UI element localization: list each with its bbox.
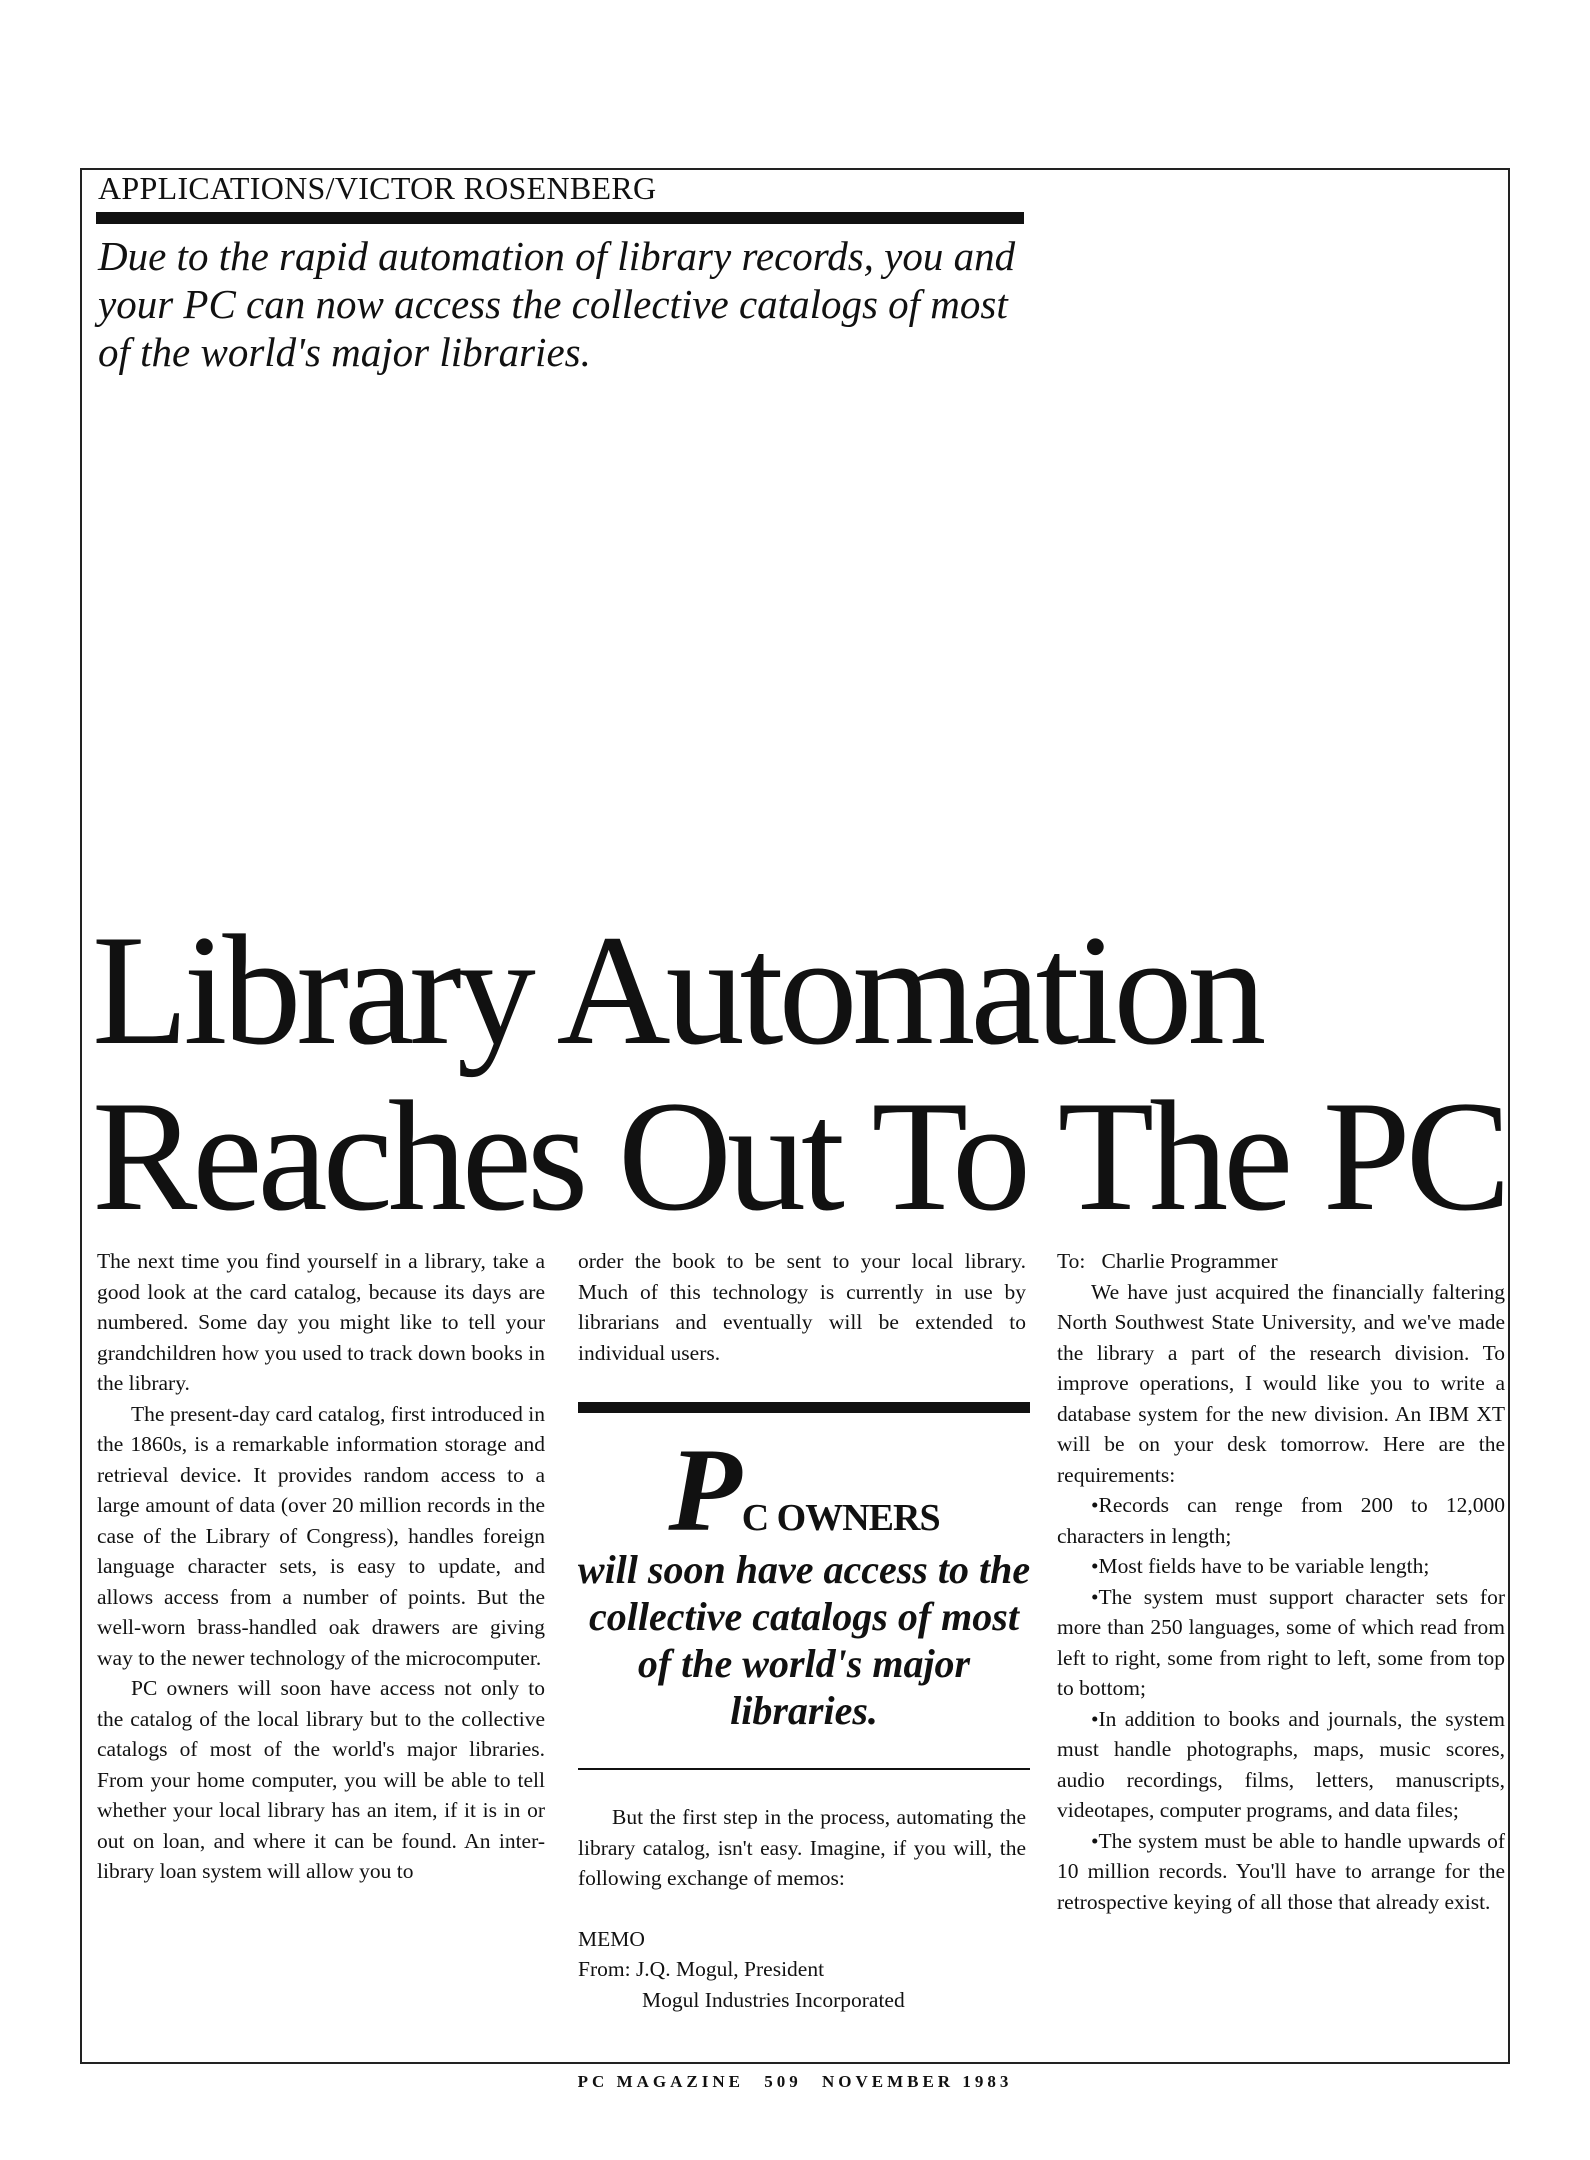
pull-quote-top-rule <box>578 1402 1030 1413</box>
paragraph: The present-day card catalog, first introduced in the 1860s, is a remarkable information storage and retrieval device. It provides random access to a large amount of data (over 20 million records in the case of the Library of Congress), handles foreign language character sets, is easy to update, and allows access from a number of points. But the well-worn brass-handled oak drawers are giving way to the newer technology of the microcomputer. <box>97 1401 545 1670</box>
footer-magazine: PC MAGAZINE <box>577 2072 744 2091</box>
memo-header <box>578 1924 1026 2016</box>
footer-date: NOVEMBER 1983 <box>821 2072 1013 2091</box>
column-1 <box>97 1246 545 1887</box>
article-headline <box>92 903 1512 1244</box>
column-2-bottom <box>578 1802 1026 2015</box>
pull-quote <box>570 1423 1038 1734</box>
list-item: •Most fields have to be variable length; <box>1091 1554 1430 1578</box>
column-2-top <box>578 1246 1026 1368</box>
paragraph: But the first step in the process, automating the library catalog, isn't easy. Imagine, if you will, the following exchange of memos: <box>578 1805 1026 1890</box>
pull-quote-text: will soon have access to the collective catalogs of most of the world's major libraries. <box>577 1547 1031 1733</box>
footer-page-number: 509 <box>764 2072 802 2091</box>
headline-line-1: Library Automation <box>92 903 1262 1078</box>
paragraph: order the book to be sent to your local library. Much of this technology is currently in use by librarians and eventually will be extended to individual users. <box>578 1249 1026 1365</box>
paragraph: PC owners will soon have access not only to the catalog of the local library but to the collective catalogs of most of the world's major libraries. From your home computer, you will be able to tell whether your local library has an item, if it is in or out on loan, and where it can be found. An inter-library loan system will allow you to <box>97 1676 545 1883</box>
list-item: •In addition to books and journals, the system must handle photographs, maps, music scores, audio recordings, films, letters, manuscripts, videotapes, computer programs, and data files; <box>1057 1706 1505 1822</box>
headline-line-2: Reaches Out To The PC <box>92 1069 1507 1244</box>
column-3 <box>1057 1246 1505 1917</box>
section-kicker: APPLICATIONS/VICTOR ROSENBERG <box>98 170 657 206</box>
pull-quote-bottom-rule <box>578 1768 1030 1770</box>
paragraph: The next time you find yourself in a library, take a good look at the card catalog, because its days are numbered. Some day you might like to tell your grandchildren how you used to track down books in the library. <box>97 1249 545 1395</box>
memo-to: To: Charlie Programmer <box>1057 1249 1278 1273</box>
kicker-rule <box>96 212 1024 224</box>
list-item: •Records can renge from 200 to 12,000 characters in length; <box>1057 1493 1505 1548</box>
paragraph: We have just acquired the financially faltering North Southwest State University, and we've made the library a part of the research division. To improve operations, I would like you to write a database system for the new division. An IBM XT will be on your desk tomorrow. Here are the requirements: <box>1057 1279 1505 1487</box>
list-item: •The system must be able to handle upwards of 10 million records. You'll have to arrange for the retrospective keying of all those that already exist. <box>1057 1828 1505 1914</box>
memo-label: MEMO <box>578 1926 645 1951</box>
page-footer <box>0 2072 1590 2092</box>
article-deck: Due to the rapid automation of library records, you and your PC can now access the collective catalogs of most of the world's major libraries. <box>98 233 1016 375</box>
list-item: •The system must support character sets for more than 250 languages, some of which read from left to right, some from right to left, some from top to bottom; <box>1057 1584 1505 1700</box>
memo-company: Mogul Industries Incorporated <box>642 1987 905 2012</box>
pull-quote-initial: P <box>668 1423 742 1556</box>
pull-quote-owners: C OWNERS <box>741 1497 940 1539</box>
memo-from: From: J.Q. Mogul, President <box>578 1957 825 1981</box>
